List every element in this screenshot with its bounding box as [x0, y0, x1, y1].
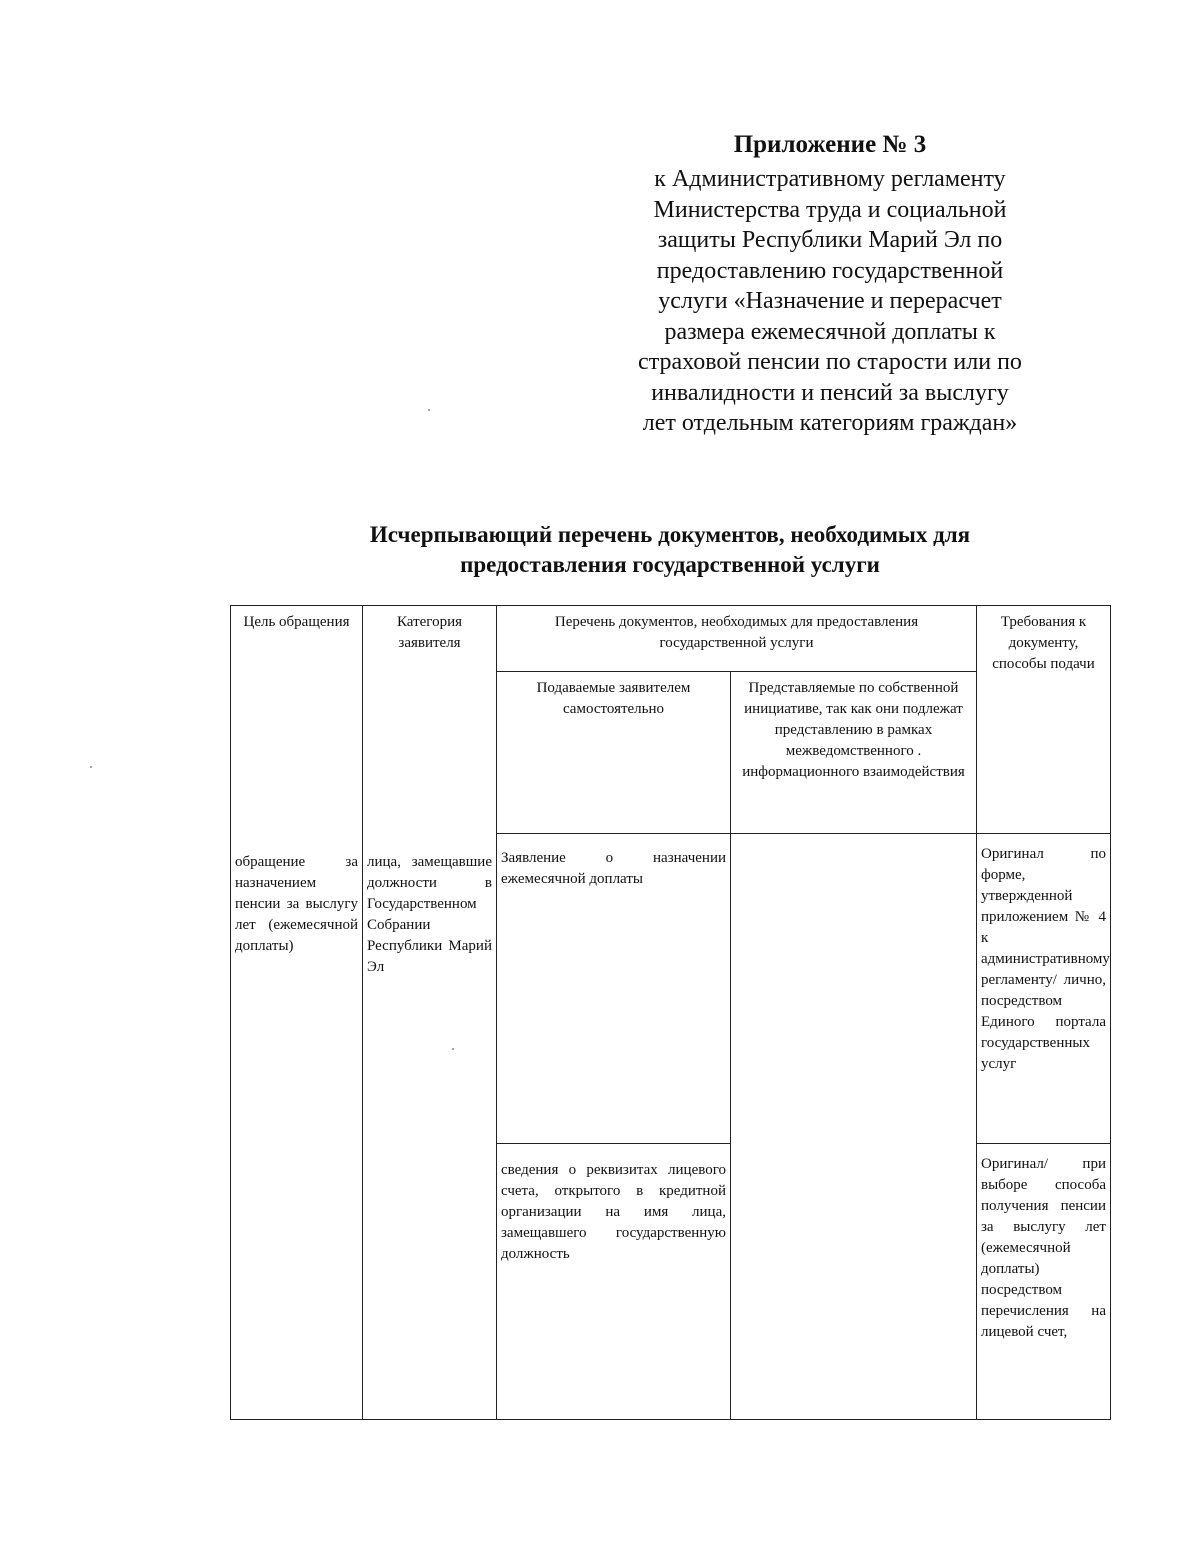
appendix-line: защиты Республики Марий Эл по	[657, 227, 1003, 253]
header-category: Категория заявителя	[363, 606, 497, 834]
cell-document-account-details: сведения о реквизитах лицевого счета, открытого в кредитной организации на имя лица, замещавшего государственную должность	[497, 1144, 731, 1420]
header-documents-list: Перечень документов, необходимых для предоставления государственной услуги	[497, 606, 977, 672]
document-title-line-1: Исчерпывающий перечень документов, необходимых для	[369, 522, 971, 547]
appendix-line: лет отдельным категориям граждан»	[642, 410, 1018, 436]
appendix-line: инвалидности и пенсий за выслугу	[651, 379, 1009, 406]
header-purpose: Цель обращения	[231, 606, 363, 834]
cell-requirements-application: Оригинал по форме, утвержденной приложением № 4 к административному регламенту/ лично, посредством Единого портала государственных услуг	[977, 834, 1111, 1144]
cell-document-application: Заявление о назначении ежемесячной доплаты	[497, 834, 731, 1144]
appendix-line: страховой пенсии по старости или по	[638, 349, 1022, 375]
appendix-line: Министерства труда и социальной	[653, 196, 1007, 223]
appendix-line: услуги «Назначение и перерасчет	[658, 288, 1002, 314]
document-title	[260, 520, 1080, 580]
cell-requirements-account-details: Оригинал/ при выборе способа получения пенсии за выслугу лет (ежемесячной доплаты) посредством перечисления на лицевой счет,	[977, 1144, 1111, 1420]
header-requirements: Требования к документу, способы подачи	[977, 606, 1111, 834]
appendix-title: Приложение № 3	[733, 131, 927, 158]
cell-category: лица, замещавшие должности в Государственном Собрании Республики Марий Эл	[363, 834, 497, 1420]
documents-table	[230, 605, 1111, 1420]
document-title-line-2: предоставления государственной услуги	[460, 552, 880, 577]
header-provided-on-initiative: Представляемые по собственной инициативе, так как они подлежат представлению в рамках межведомственного . информационного взаимодействия	[731, 672, 977, 834]
cell-purpose: обращение за назначением пенсии за выслугу лет (ежемесячной доплаты)	[231, 834, 363, 1420]
cell-provided-on-initiative	[731, 834, 977, 1420]
appendix-header	[600, 130, 1060, 439]
appendix-line: к Административному регламенту	[654, 166, 1006, 192]
appendix-line: размера ежемесячной доплаты к	[664, 318, 996, 345]
scan-speck	[428, 409, 430, 411]
header-submitted-by-applicant: Подаваемые заявителем самостоятельно	[497, 672, 731, 834]
scan-speck	[90, 766, 92, 768]
appendix-line: предоставлению государственной	[656, 257, 1004, 284]
